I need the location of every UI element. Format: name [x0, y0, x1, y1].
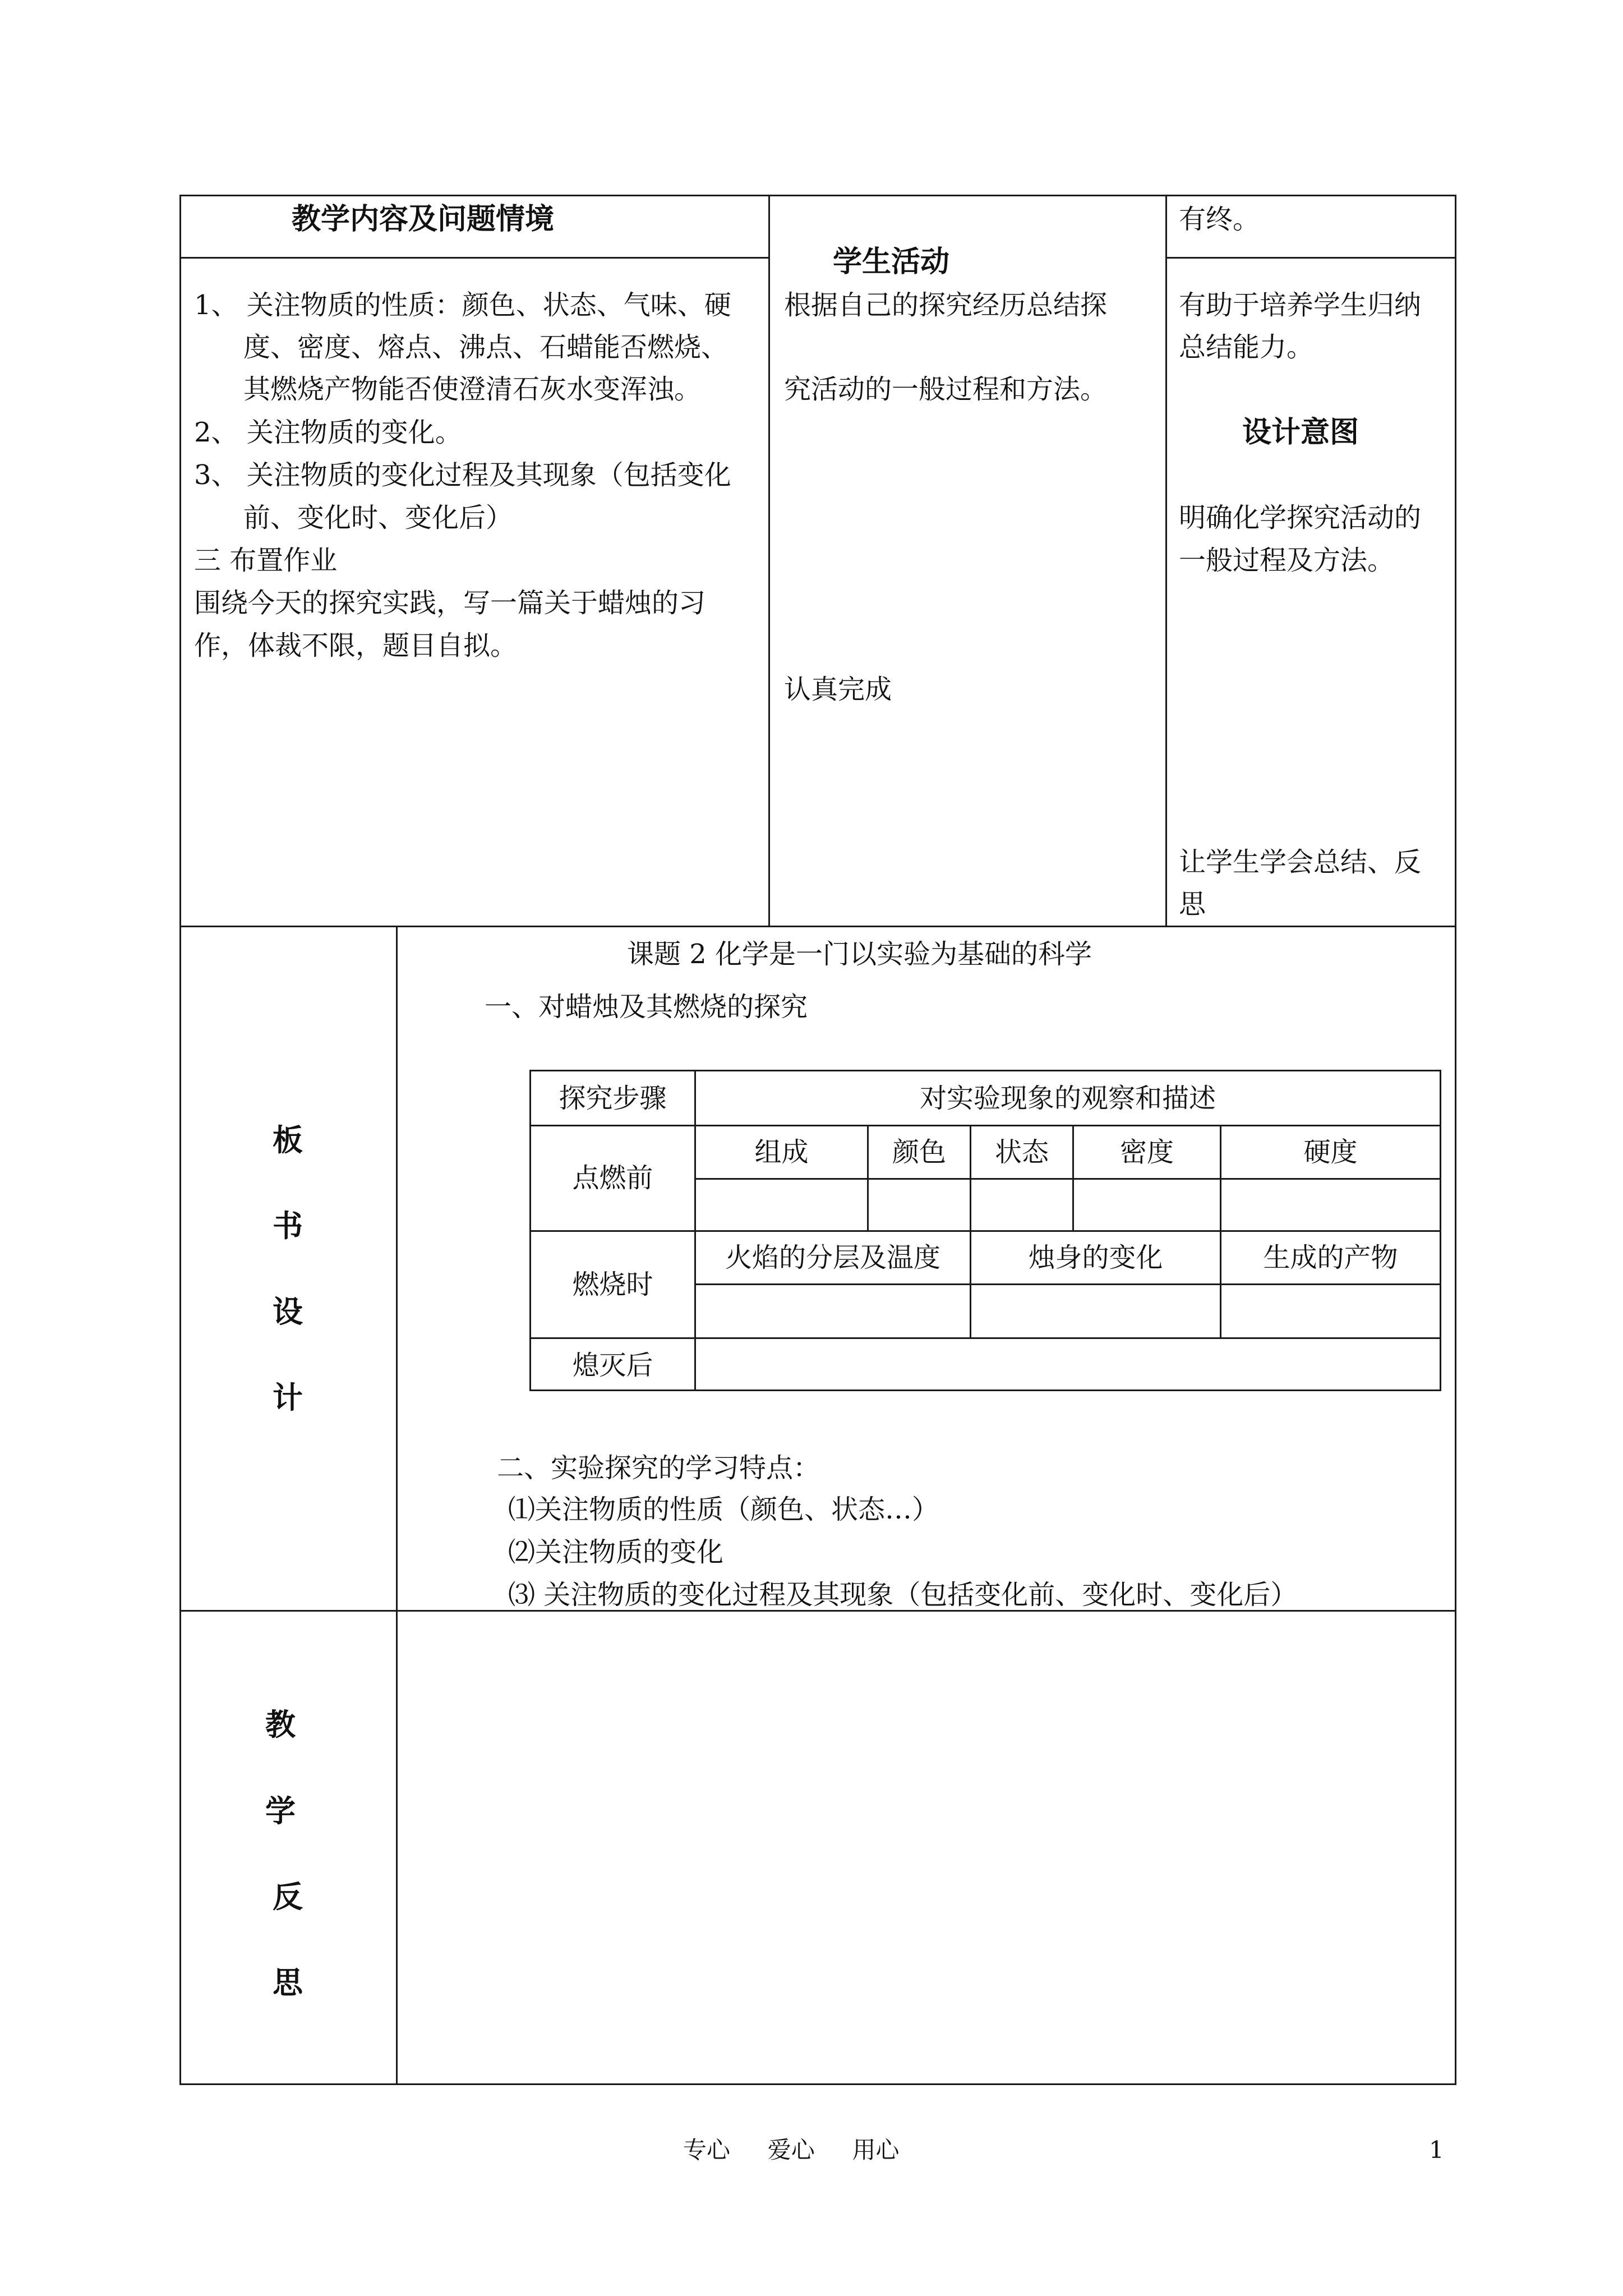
col-step-header: 探究步骤 [559, 1083, 667, 1114]
content-line: 1、 关注物质的性质：颜色、状态、气味、硬 [194, 289, 731, 321]
reflection-label-char: 学 [265, 1793, 296, 1829]
board-point: ⑵关注物质的变化 [508, 1536, 724, 1568]
board-label-char: 书 [273, 1208, 303, 1244]
before-col: 颜色 [892, 1137, 946, 1168]
during-col: 生成的产物 [1263, 1242, 1398, 1273]
header-intent-cont: 有终。 [1179, 204, 1260, 235]
intent-line: 总结能力。 [1179, 332, 1314, 363]
content-line: 前、变化时、变化后） [243, 502, 513, 533]
outer-top-border [179, 195, 1456, 196]
header-content: 教学内容及问题情境 [292, 202, 555, 236]
activity-line: 究活动的一般过程和方法。 [784, 374, 1108, 405]
intent-line: 思 [1179, 889, 1206, 920]
header-activity: 学生活动 [833, 245, 950, 279]
row-during-label: 燃烧时 [572, 1269, 653, 1300]
content-line: 其燃烧产物能否使澄清石灰水变浑浊。 [243, 374, 702, 405]
row-after-label: 熄灭后 [572, 1350, 653, 1381]
content-line: 围绕今天的探究实践，写一篇关于蜡烛的习 [194, 587, 706, 619]
board-section-1: 一、对蜡烛及其燃烧的探究 [485, 991, 808, 1023]
before-col: 状态 [994, 1137, 1049, 1168]
board-point: ⑶ 关注物质的变化过程及其现象（包括变化前、变化时、变化后） [508, 1579, 1298, 1611]
label-col-divider [396, 926, 398, 2085]
header-underline-right [1165, 257, 1456, 259]
before-col: 组成 [754, 1137, 809, 1168]
activity-finish: 认真完成 [784, 674, 892, 705]
outer-left-border [179, 195, 181, 2085]
intent-line: 有助于培养学生归纳 [1179, 289, 1422, 321]
during-col: 火焰的分层及温度 [725, 1242, 940, 1273]
activity-line: 根据自己的探究经历总结探 [784, 289, 1108, 321]
during-col: 烛身的变化 [1028, 1242, 1163, 1273]
content-line: 3、 关注物质的变化过程及其现象（包括变化 [194, 459, 731, 491]
before-col: 密度 [1119, 1137, 1174, 1168]
board-title: 课题 2 化学是一门以实验为基础的科学 [627, 938, 1092, 970]
reflection-label-char: 思 [273, 1964, 303, 2000]
col-divider-2 [1165, 195, 1167, 927]
header-underline-left [179, 257, 769, 259]
board-label-char: 计 [273, 1379, 303, 1415]
outer-right-border [1455, 195, 1456, 2085]
reflection-label-char: 反 [273, 1879, 303, 1915]
outer-bottom-border [179, 2083, 1456, 2085]
content-line: 2、 关注物质的变化。 [194, 417, 462, 448]
intent-line: 明确化学探究活动的 [1179, 502, 1422, 533]
section-divider-1 [179, 926, 1456, 927]
board-section-2: 二、实验探究的学习特点： [497, 1452, 820, 1484]
col-divider-1 [768, 195, 770, 927]
page-number: 1 [1429, 2136, 1444, 2164]
footer-motto: 专心 爱心 用心 [683, 2136, 900, 2164]
row-before-label: 点燃前 [572, 1162, 653, 1194]
intent-line: 一般过程及方法。 [1179, 545, 1395, 576]
intent-line: 让学生学会总结、反 [1179, 846, 1422, 878]
board-label-char: 板 [273, 1122, 303, 1158]
intent-title: 设计意图 [1242, 415, 1359, 449]
content-line: 度、密度、熔点、沸点、石蜡能否燃烧、 [243, 332, 728, 363]
reflection-label-char: 教 [265, 1706, 296, 1742]
content-line: 作，体裁不限，题目自拟。 [194, 630, 518, 661]
board-label-char: 设 [273, 1294, 303, 1329]
before-col: 硬度 [1303, 1137, 1358, 1168]
board-point: ⑴关注物质的性质（颜色、状态…） [508, 1494, 939, 1525]
content-line: 三 布置作业 [194, 545, 338, 576]
col-obs-header: 对实验现象的观察和描述 [919, 1083, 1216, 1114]
